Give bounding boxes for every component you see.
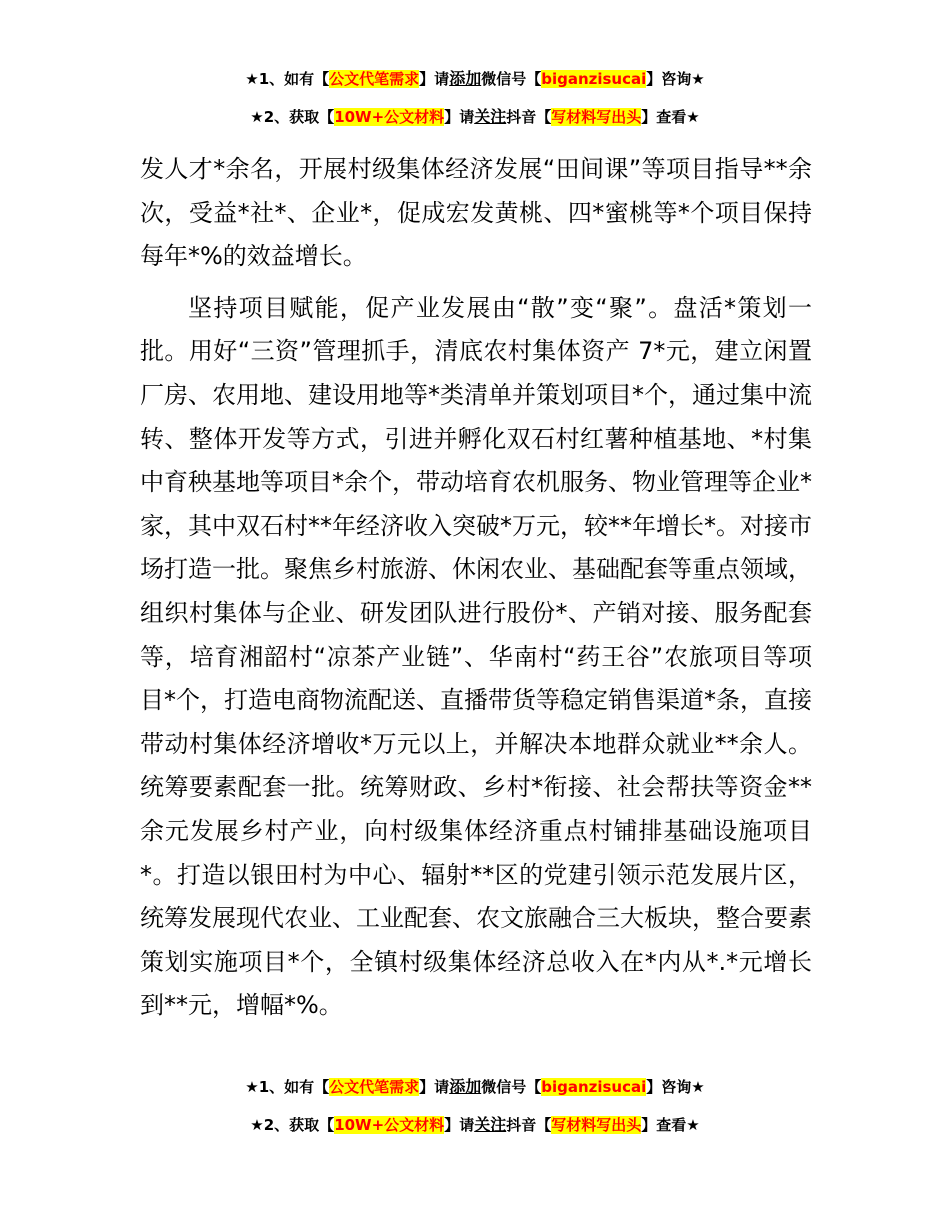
- banner-prefix: ★2、获取【: [250, 1116, 335, 1134]
- banner-prefix: ★1、如有【: [245, 1078, 330, 1096]
- document-body: [140, 148, 812, 1028]
- banner-suffix: 】查看★: [641, 1116, 700, 1134]
- underlined-add: 添加: [449, 69, 482, 88]
- header-banner-line-1: [0, 67, 950, 91]
- banner-text: 微信号【: [481, 70, 542, 88]
- banner-text: 】请: [419, 1078, 450, 1096]
- banner-text: 微信号【: [481, 1078, 542, 1096]
- paragraph-2: 坚持项目赋能，促产业发展由“散”变“聚”。盘活*策划一批。用好“三资”管理抓手，清底农村集体资产 7*元，建立闲置厂房、农用地、建设用地等*类清单并策划项目*个，通过集中流转、整体开发等方式，引进并孵化双石村红薯种植基地、*村集中育秧基地等项目*余个，带动培育农机服务、物业管理等企业*家，其中双石村**年经济收入突破*万元，较**年增长*。对接市场打造一批。聚焦乡村旅游、休闲农业、基础配套等重点领域，组织村集体与企业、研发团队进行股份*、产销对接、服务配套等，培育湘韶村“凉茶产业链”、华南村“药王谷”农旅项目等项目*个，打造电商物流配送、直播带货等稳定销售渠道*条，直接带动村集体经济增收*万元以上，并解决本地群众就业**余人。统筹要素配套一批。统筹财政、乡村*衔接、社会帮扶等资金**余元发展乡村产业，向村级集体经济重点村铺排基础设施项目*。打造以银田村为中心、辐射**区的党建引领示范发展片区，统筹发展现代农业、工业配套、农文旅融合三大板块，整合要素策划实施项目*个，全镇村级集体经济总收入在*内从*.*元增长到**元，增幅*%。: [140, 293, 812, 1020]
- banner-text: 】请: [444, 108, 475, 126]
- banner-prefix: ★2、获取【: [250, 108, 335, 126]
- banner-suffix: 】查看★: [641, 108, 700, 126]
- header-banner-line-2: [0, 105, 950, 129]
- underlined-follow: 关注: [474, 107, 507, 126]
- highlight-wechat-id: biganzisucai: [541, 70, 647, 88]
- banner-text: 】请: [419, 70, 450, 88]
- banner-prefix: ★1、如有【: [245, 70, 330, 88]
- highlight-ghostwriting: 公文代笔需求: [329, 70, 420, 88]
- highlight-materials: 10W+公文材料: [334, 1116, 445, 1134]
- banner-suffix: 】咨询★: [646, 1078, 705, 1096]
- underlined-follow: 关注: [474, 1115, 507, 1134]
- underlined-add: 添加: [449, 1077, 482, 1096]
- paragraph-1: 发人才*余名，开展村级集体经济发展“田间课”等项目指导**余次，受益*社*、企业*，促成宏发黄桃、四*蜜桃等*个项目保持每年*%的效益增长。: [140, 155, 812, 271]
- highlight-ghostwriting: 公文代笔需求: [329, 1078, 420, 1096]
- footer-banner-line-2: [0, 1113, 950, 1137]
- highlight-wechat-id: biganzisucai: [541, 1078, 647, 1096]
- highlight-materials: 10W+公文材料: [334, 108, 445, 126]
- banner-text: 抖音【: [506, 108, 552, 126]
- banner-text: 抖音【: [506, 1116, 552, 1134]
- banner-suffix: 】咨询★: [646, 70, 705, 88]
- footer-banner-line-1: [0, 1075, 950, 1099]
- banner-text: 】请: [444, 1116, 475, 1134]
- highlight-douyin-account: 写材料写出头: [551, 108, 642, 126]
- highlight-douyin-account: 写材料写出头: [551, 1116, 642, 1134]
